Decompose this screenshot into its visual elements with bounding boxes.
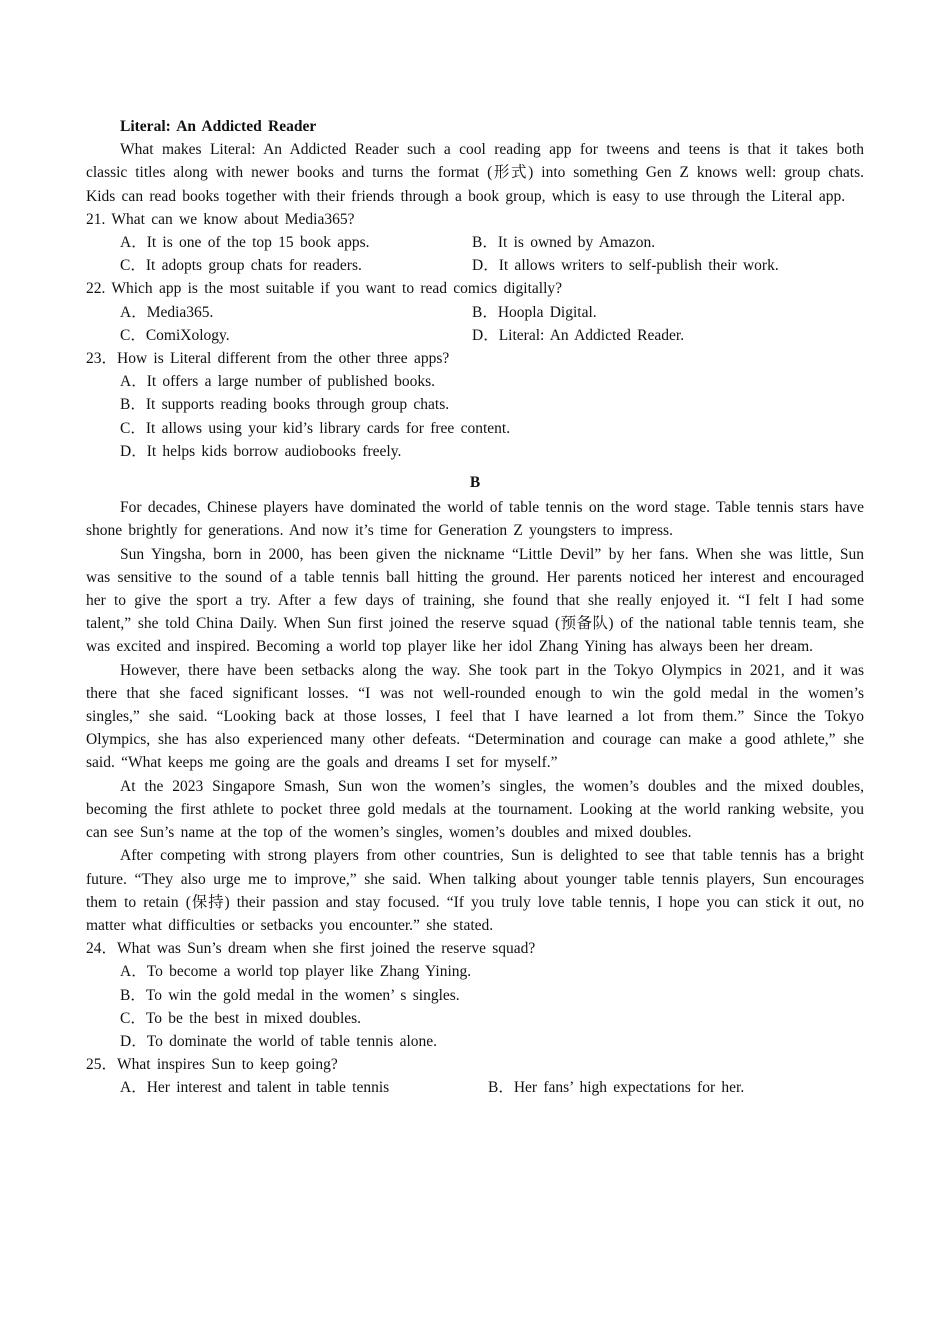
passage-title: Literal: An Addicted Reader xyxy=(120,118,317,135)
section-heading: B xyxy=(469,474,481,492)
option-22b: B．Hoopla Digital. xyxy=(472,303,597,321)
question-23: 23．How is Literal different from the other three apps? xyxy=(86,350,450,368)
option-23a: A．It offers a large number of published books. xyxy=(120,373,435,391)
passage-paragraph: At the 2023 Singapore Smash, Sun won the women’s singles, the women’s doubles and the mixed doubles, becoming the first athlete to pocket three gold medals at the tournament. Looking at the world ranking website, you can see Sun’s name at the top of the women’s singles, women’s doubles and mixed doubles. xyxy=(86,777,864,842)
option-23c: C．It allows using your kid’s library cards for free content. xyxy=(120,419,511,437)
option-23d: D．It helps kids borrow audiobooks freely. xyxy=(120,442,402,460)
option-25a: A．Her interest and talent in table tennis xyxy=(120,1079,390,1097)
passage-paragraph: However, there have been setbacks along the way. She took part in the Tokyo Olympics in 2021, and it was there that she faced significant losses. “I was not well-rounded enough to win the gold medal in the women’s singles,” she said. “Looking back at those losses, I feel that I have learned a lot from them.” Since the Tokyo Olympics, she has also experienced many other defeats. “Determination and courage can make a good athlete,” she said. “What keeps me going are the goals and dreams I set for myself.” xyxy=(86,661,864,772)
options-row xyxy=(86,1076,864,1099)
option-22c: C．ComiXology. xyxy=(120,326,230,344)
document-page xyxy=(86,115,864,1100)
option-21a: A．It is one of the top 15 book apps. xyxy=(120,234,370,252)
question-21: 21. What can we know about Media365? xyxy=(86,210,355,228)
options-row xyxy=(86,301,864,324)
question-25: 25．What inspires Sun to keep going? xyxy=(86,1056,338,1074)
passage-paragraph: What makes Literal: An Addicted Reader such a cool reading app for tweens and teens is that it takes both classic titles along with newer books and turns the format (形式) into something Gen Z knows well: group chats. Kids can read books together with their friends through a book group, which is easy to use through the Literal app. xyxy=(86,141,864,205)
question-22: 22. Which app is the most suitable if you want to read comics digitally? xyxy=(86,280,563,298)
option-25b: B．Her fans’ high expectations for her. xyxy=(488,1079,745,1097)
options-row xyxy=(86,231,864,254)
passage-paragraph: After competing with strong players from other countries, Sun is delighted to see that table tennis has a bright future. “They also urge me to improve,” she said. When talking about younger table tennis players, Sun encourages them to retain (保持) their passion and stay focused. “If you truly love table tennis, I hope you can stick it out, no matter what difficulties or setbacks you encounter.” she stated. xyxy=(86,847,864,934)
question-24: 24．What was Sun’s dream when she first joined the reserve squad? xyxy=(86,940,536,958)
passage-paragraph: For decades, Chinese players have dominated the world of table tennis on the word stage. Table tennis stars have shone brightly for generations. And now it’s time for Generation Z youngsters to impress. xyxy=(86,499,864,540)
option-24d: D．To dominate the world of table tennis alone. xyxy=(120,1032,438,1050)
option-24c: C．To be the best in mixed doubles. xyxy=(120,1009,362,1027)
options-row xyxy=(86,254,864,277)
option-22d: D．Literal: An Addicted Reader. xyxy=(472,326,685,344)
option-21d: D．It allows writers to self-publish their work. xyxy=(472,257,779,275)
option-24b: B．To win the gold medal in the women’ s singles. xyxy=(120,986,460,1004)
option-24a: A．To become a world top player like Zhang Yining. xyxy=(120,963,472,981)
passage-paragraph: Sun Yingsha, born in 2000, has been given the nickname “Little Devil” by her fans. When she was little, Sun was sensitive to the sound of a table tennis ball hitting the ground. Her parents noticed her interest and encouraged her to give the sport a try. After a few days of training, she found that she really enjoyed it. “I felt I had some talent,” she told China Daily. When Sun first joined the reserve squad (预备队) of the national table tennis team, she was excited and inspired. Becoming a world top player like her idol Zhang Yining has always been her dream. xyxy=(86,545,864,656)
option-21c: C．It adopts group chats for readers. xyxy=(120,257,362,275)
option-23b: B．It supports reading books through group chats. xyxy=(120,396,450,414)
option-21b: B．It is owned by Amazon. xyxy=(472,234,656,252)
options-row xyxy=(86,324,864,347)
option-22a: A．Media365. xyxy=(120,303,214,321)
